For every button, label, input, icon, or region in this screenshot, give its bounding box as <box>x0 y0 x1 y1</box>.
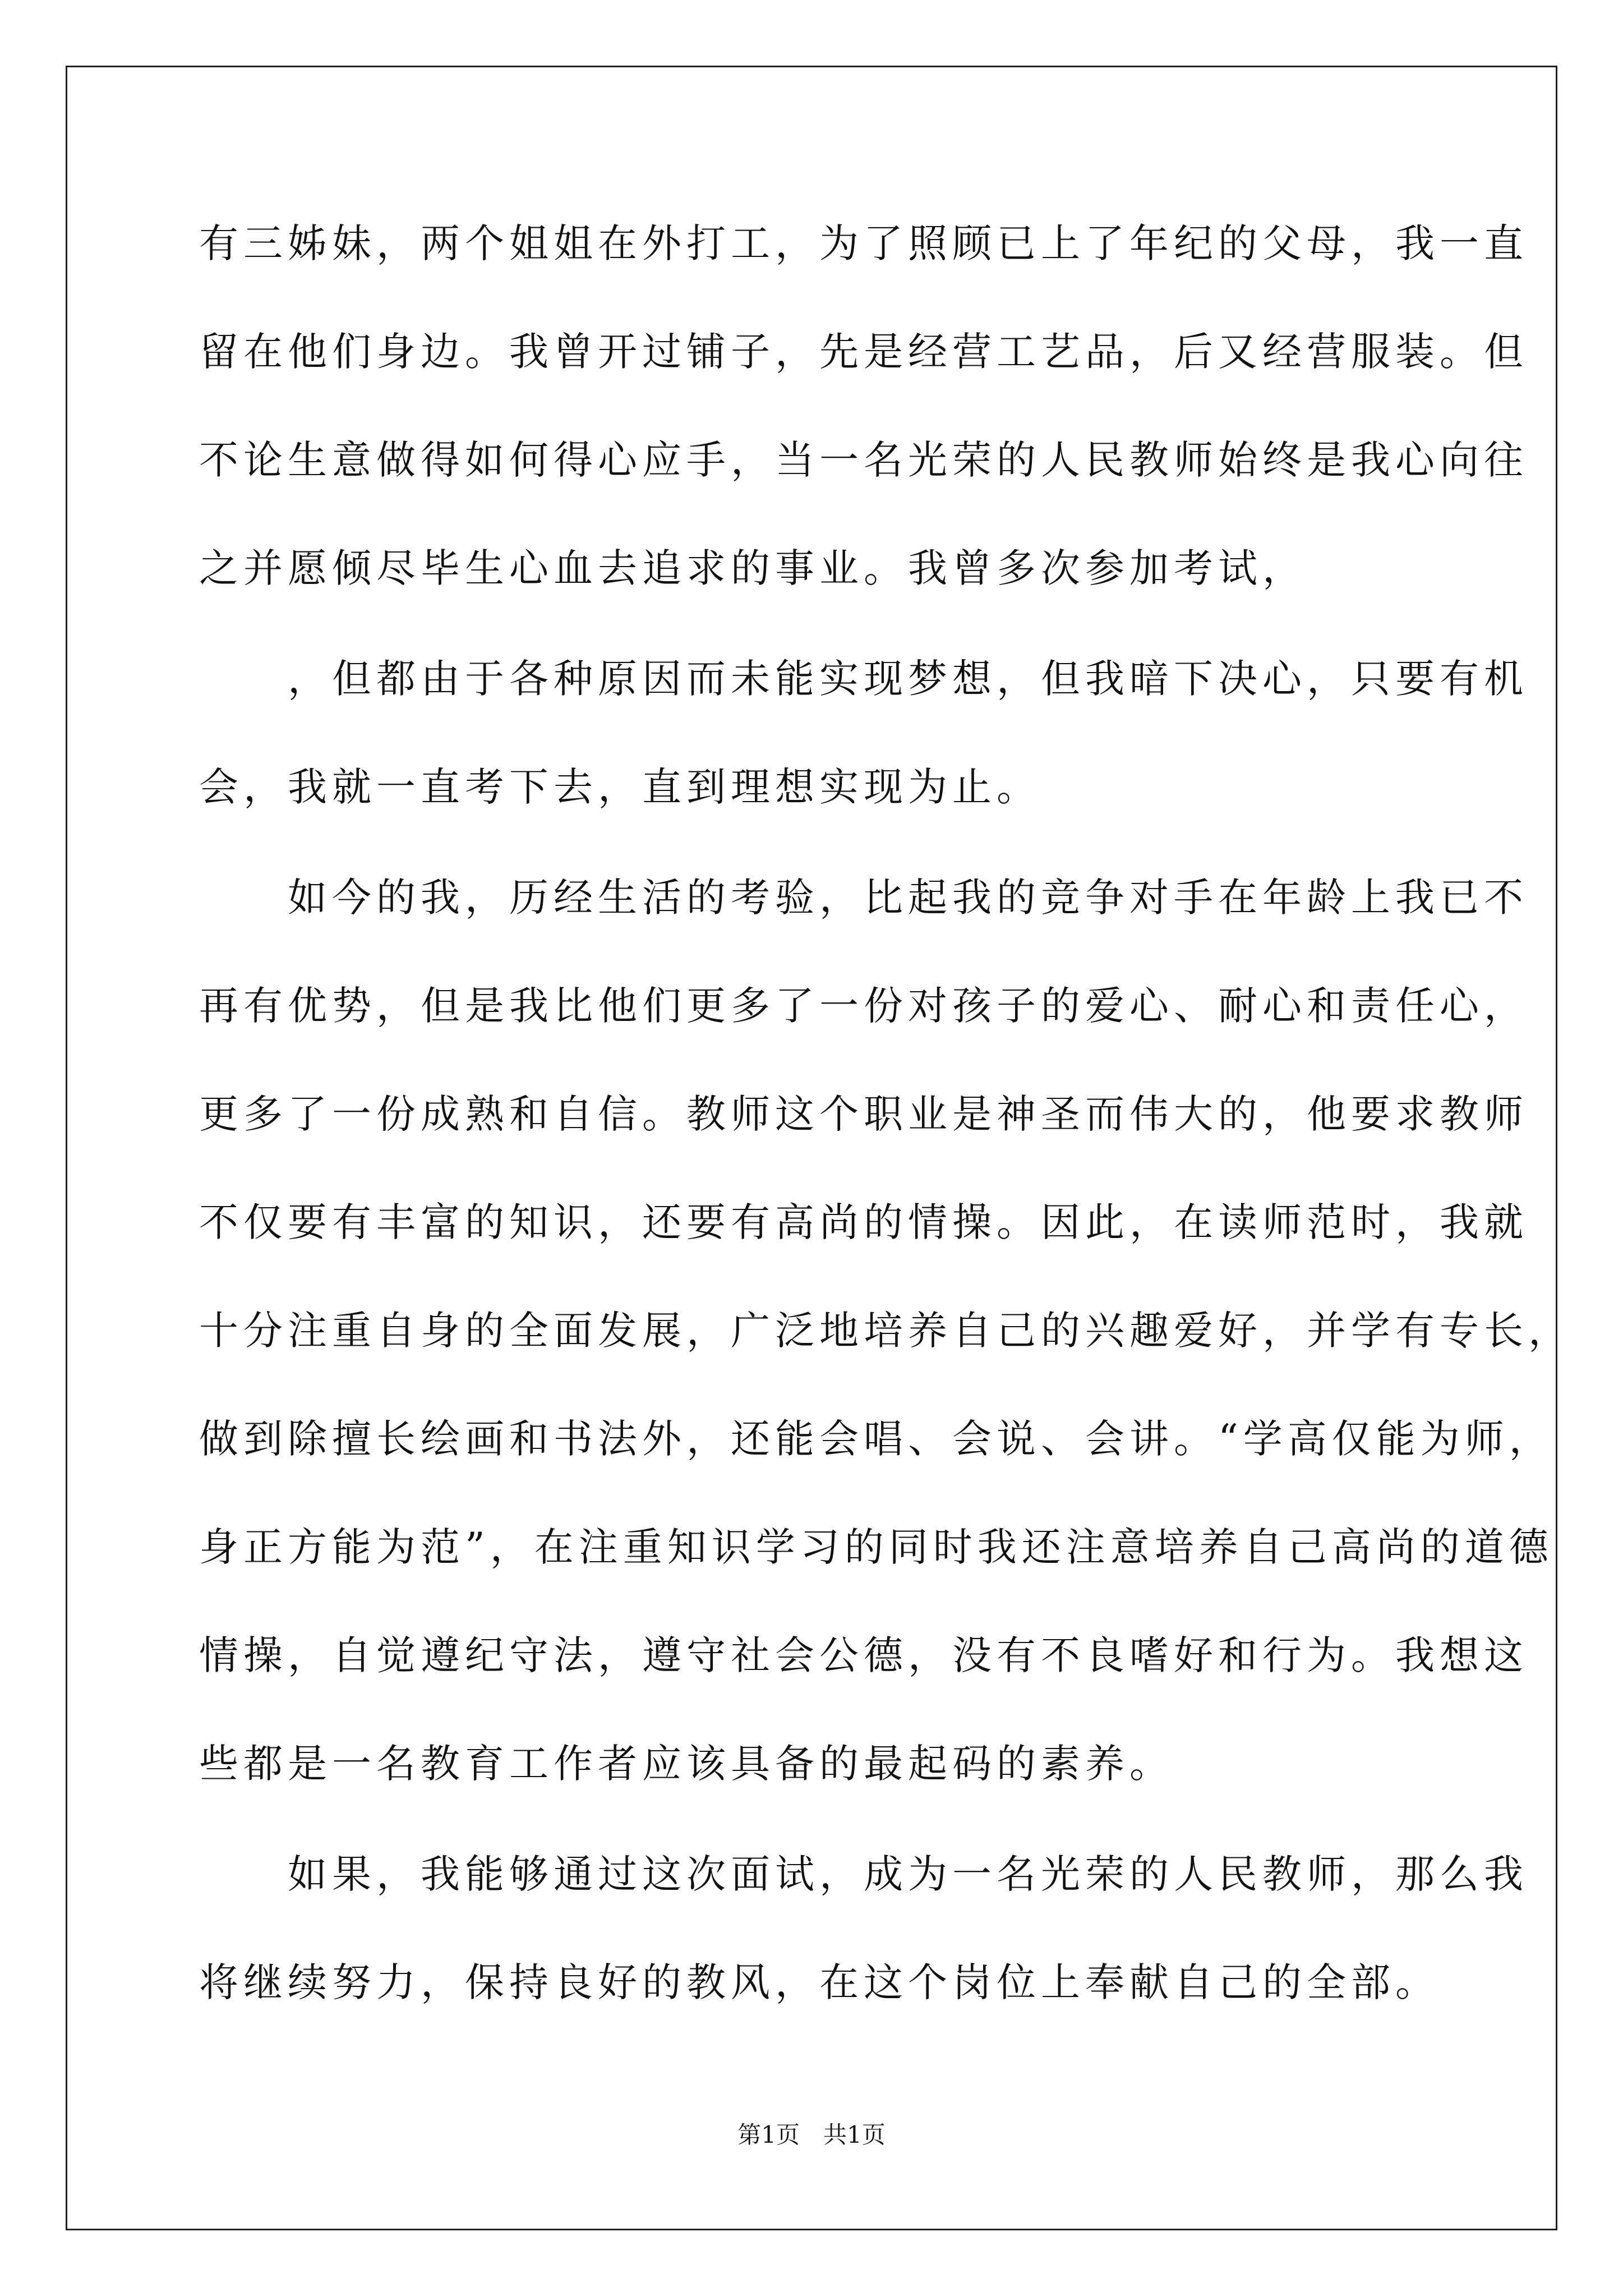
text-line: 不论生意做得如何得心应手，当一名光荣的人民教师始终是我心向往 <box>199 437 1528 483</box>
page-border <box>66 66 1557 2230</box>
page-number-footer: 第1页 共1页 <box>737 2121 886 2148</box>
text-line: 情操，自觉遵纪守法，遵守社会公德，没有不良嗜好和行为。我想这 <box>199 1632 1528 1678</box>
text-line: 更多了一份成熟和自信。教师这个职业是神圣而伟大的，他要求教师 <box>199 1091 1528 1137</box>
text-line: 将继续努力，保持良好的教风，在这个岗位上奉献自己的全部。 <box>199 1959 1440 2005</box>
text-line: ，但都由于各种原因而未能实现梦想，但我暗下决心，只要有机 <box>199 656 1528 702</box>
text-line: 会，我就一直考下去，直到理想实现为止。 <box>199 764 1041 810</box>
text-line: 不仅要有丰富的知识，还要有高尚的情操。因此，在读师范时，我就 <box>199 1199 1528 1245</box>
text-line: 身正方能为范”，在注重知识学习的同时我还注意培养自己高尚的道德 <box>199 1524 1553 1570</box>
text-line: 做到除擅长绘画和书法外，还能会唱、会说、会讲。“学高仅能为师， <box>199 1416 1553 1462</box>
text-line: 有三姊妹，两个姐姐在外打工，为了照顾已上了年纪的父母，我一直 <box>199 220 1528 266</box>
text-line: 十分注重自身的全面发展，广泛地培养自己的兴趣爱好，并学有专长， <box>199 1308 1573 1354</box>
text-line: 再有优势，但是我比他们更多了一份对孩子的爱心、耐心和责任心， <box>199 983 1528 1029</box>
text-line: 留在他们身边。我曾开过铺子，先是经营工艺品，后又经营服装。但 <box>199 329 1528 375</box>
text-line: 如今的我，历经生活的考验，比起我的竞争对手在年龄上我已不 <box>199 875 1528 921</box>
text-line: 些都是一名教育工作者应该具备的最起码的素养。 <box>199 1741 1174 1787</box>
text-line: 如果，我能够通过这次面试，成为一名光荣的人民教师，那么我 <box>199 1851 1528 1897</box>
text-line: 之并愿倾尽毕生心血去追求的事业。我曾多次参加考试， <box>199 545 1307 591</box>
